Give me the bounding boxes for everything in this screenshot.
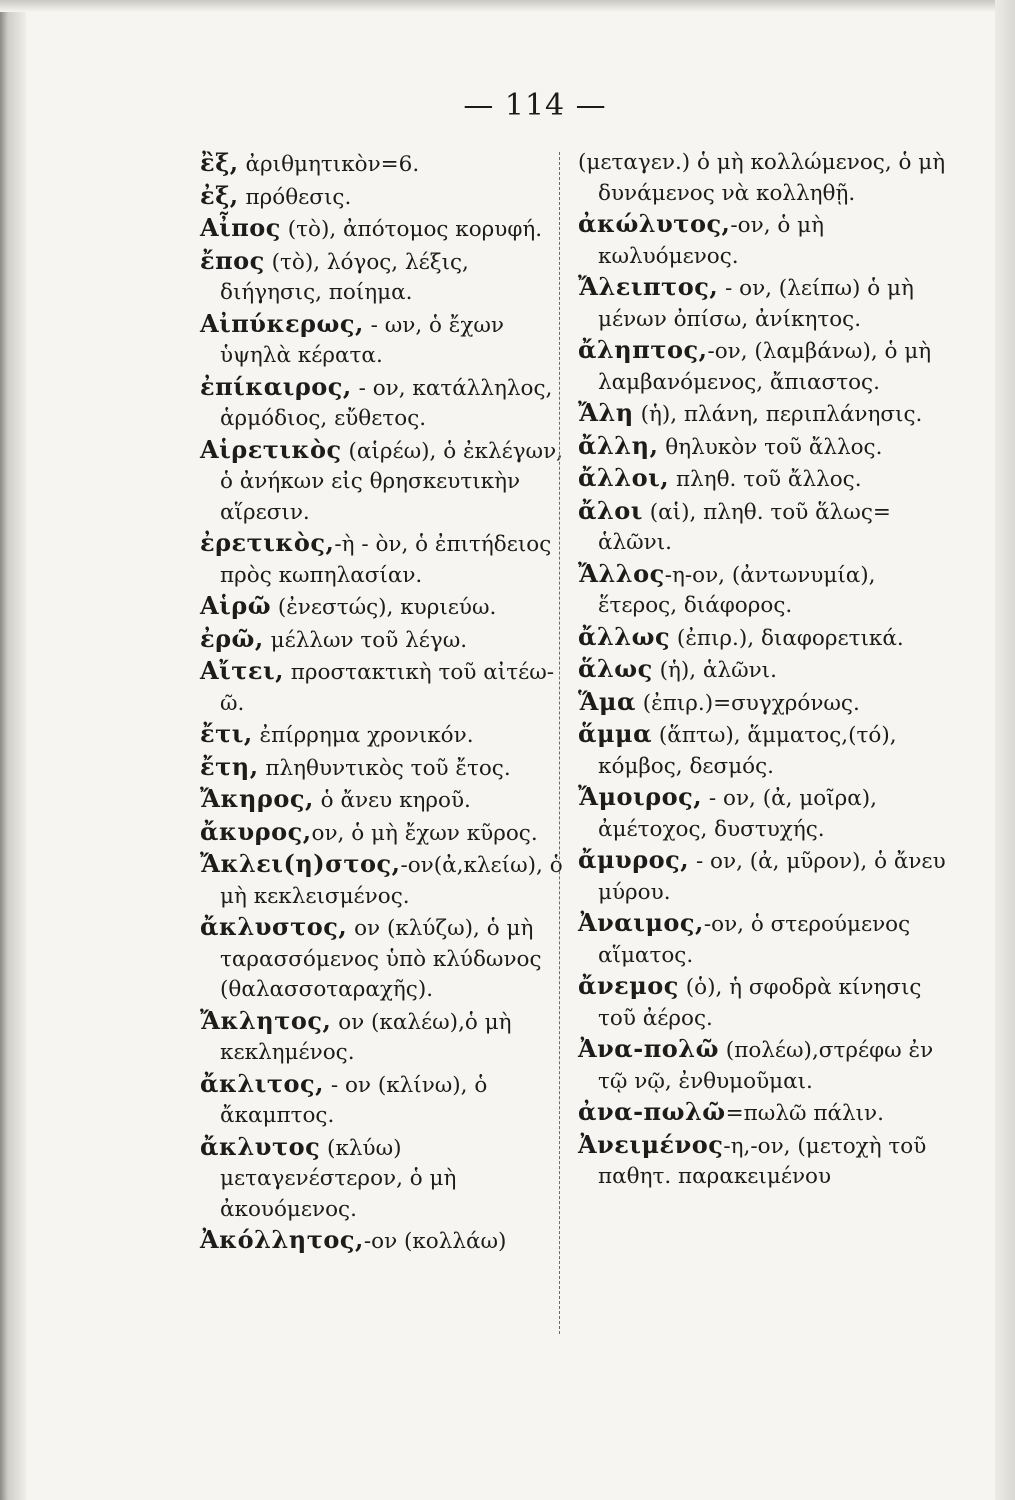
entry-headword: Ἄκλει(η)στος,: [200, 849, 401, 878]
entry-definition: ὁ ἄνευ κηροῦ.: [313, 788, 471, 813]
entry-headword: Ἄκλητος,: [200, 1005, 332, 1035]
dictionary-entry: [578, 622, 950, 655]
entry-definition: - ον, κατάλληλος, ἁρμόδιος, εὔθετος.: [220, 375, 553, 431]
dictionary-entry: [578, 1097, 950, 1130]
entry-definition: (τὸ), λόγος, λέξις, διήγησις, ποίημα.: [220, 249, 469, 305]
dictionary-entry: [200, 1225, 572, 1258]
entry-headword: ἄλλως: [578, 621, 671, 651]
dictionary-entry: [200, 719, 572, 752]
right-column: [578, 148, 950, 1193]
entry-definition: (κλύω) μεταγενέστερον, ὁ μὴ ἀκουόμενος.: [220, 1135, 457, 1222]
entry-definition: -ον (κολλάω): [363, 1229, 507, 1254]
dictionary-entry: [200, 752, 572, 785]
entry-headword: ἔτι,: [200, 719, 253, 748]
dictionary-entry: [200, 784, 572, 817]
dictionary-entry: [200, 435, 572, 529]
entry-definition: (μεταγεν.) ὁ μὴ κολλώμενος, ὁ μὴ δυνάμενος νὰ κολληθῇ.: [578, 150, 946, 206]
dictionary-entry: [578, 272, 950, 335]
entry-definition: ἐπίρρημα χρονικόν.: [252, 723, 474, 748]
entry-definition: -η,-ον, (μετοχὴ τοῦ παθητ. παρακειμένου: [598, 1133, 927, 1189]
dictionary-entry: [200, 246, 572, 309]
entry-definition: (ἡ), πλάνη, περιπλάνησις.: [633, 402, 923, 427]
dictionary-entry: [578, 908, 950, 971]
entry-definition: -ον, (λαμβάνω), ὁ μὴ λαμβανόμενος, ἄπιαστος.: [598, 339, 932, 395]
entry-headword: Αἰπύκερως,: [200, 308, 364, 338]
entry-definition: (ἐνεστώς), κυριεύω.: [271, 595, 497, 620]
entry-definition: -η-ον, (ἀντωνυμία), ἕτερος, διάφορος.: [598, 562, 876, 618]
dictionary-entry: [578, 845, 950, 908]
dictionary-entry: [200, 213, 572, 246]
dictionary-entry: [578, 496, 950, 559]
entry-definition: μέλλων τοῦ λέγω.: [263, 627, 468, 653]
entry-headword: Ἀνειμένος: [578, 1129, 724, 1159]
dictionary-entry: [578, 463, 950, 496]
dictionary-entry: [578, 719, 950, 782]
entry-headword: Αἶπος: [200, 213, 281, 242]
entry-headword: Ἀναιμος,: [578, 908, 704, 937]
entry-definition: - ον, (λείπω) ὁ μὴ μένων ὀπίσω, ἀνίκητος.: [598, 276, 914, 332]
entry-definition: - ων, ὁ ἔχων ὑψηλὰ κέρατα.: [220, 312, 504, 368]
dictionary-entry: [200, 849, 572, 912]
dictionary-entry: [578, 335, 950, 398]
dictionary-entry: [578, 431, 950, 464]
dictionary-entry: [578, 654, 950, 687]
dictionary-entry: [578, 1034, 950, 1097]
entry-headword: ἔτη,: [200, 751, 259, 781]
column-divider: [559, 152, 560, 1334]
dictionary-entry: [200, 528, 572, 591]
dictionary-entry: [200, 656, 572, 719]
entry-definition: -ον, ὁ μὴ κωλυόμενος.: [598, 213, 825, 269]
page-right-edge: [995, 0, 1015, 1500]
dictionary-entry: [578, 971, 950, 1034]
page-number: — 114 —: [463, 88, 607, 123]
dictionary-entry: [200, 591, 572, 624]
entry-headword: ἄκλυτος: [200, 1131, 321, 1161]
entry-definition: (αἱ), πληθ. τοῦ ἅλως= ἁλῶνι.: [598, 499, 891, 555]
entry-headword: Ἄμοιρος,: [578, 782, 703, 811]
entry-headword: ἅλως: [578, 654, 653, 683]
dictionary-entry: [200, 181, 572, 214]
entry-headword: ἄκλιτος,: [200, 1068, 325, 1098]
entry-definition: (ἡ), ἁλῶνι.: [652, 658, 777, 683]
entry-definition: ἀριθμητικὸν=6.: [238, 152, 420, 177]
entry-definition: (ἐπιρ.)=συγχρόνως.: [635, 690, 860, 716]
entry-definition: πληθ. τοῦ ἄλλος.: [669, 467, 862, 492]
entry-definition: προστακτικὴ τοῦ αἰτέω-ῶ.: [220, 660, 555, 716]
dictionary-entry: [200, 148, 572, 181]
entry-definition: ον (κλύζω), ὁ μὴ ταρασσόμενος ὑπὸ κλύδωνος (θαλασσοταραχῆς).: [220, 916, 542, 1002]
dictionary-entry: [200, 1132, 572, 1226]
entry-headword: ἀνα-πωλῶ: [578, 1097, 726, 1126]
entry-definition: ον (καλέω),ὁ μὴ κεκλημένος.: [220, 1009, 512, 1065]
dictionary-entry: [200, 624, 572, 657]
entry-headword: ἐξ,: [200, 180, 239, 210]
left-column: [200, 148, 572, 1258]
dictionary-entry: [200, 1069, 572, 1132]
entry-headword: ἄλοι: [578, 495, 643, 525]
entry-definition: (ἅπτω), ἅμματος,(τό), κόμβος, δεσμός.: [598, 723, 897, 779]
entry-headword: ἅμμα: [578, 719, 653, 748]
entry-headword: Ἅμα: [578, 686, 636, 716]
entry-headword: Ἄλη: [578, 398, 634, 427]
entry-headword: Ἄκηρος,: [200, 784, 314, 813]
entry-headword: Ἀνα-πολῶ: [578, 1034, 719, 1063]
entry-definition: (αἱρέω), ὁ ἐκλέγων, ὁ ἀνήκων εἰς θρησκευτικὴν αἵρεσιν.: [220, 438, 563, 525]
dictionary-entry: [578, 148, 950, 209]
entry-headword: ἄλλοι,: [578, 463, 670, 492]
entry-headword: ἐπίκαιρος,: [200, 371, 352, 401]
entry-definition: πρόθεσις.: [238, 184, 352, 210]
entry-definition: (τὸ), ἀπότομος κορυφή.: [280, 217, 543, 242]
entry-headword: ἄληπτος,: [578, 335, 708, 364]
entry-headword: Ἀκόλλητος,: [200, 1225, 364, 1254]
entry-headword: ἄκυρος,: [200, 816, 312, 846]
page-top-edge: [0, 0, 1015, 12]
entry-definition: (ὁ), ἡ σφοδρὰ κίνησις τοῦ ἀέρος.: [598, 975, 922, 1031]
entry-definition: =πωλῶ πάλιν.: [725, 1101, 884, 1126]
entry-definition: -ον, ὁ στερούμενος αἵματος.: [598, 912, 911, 968]
dictionary-entry: [200, 1006, 572, 1069]
dictionary-entry: [578, 782, 950, 845]
entry-headword: ἒξ,: [200, 148, 239, 177]
entry-headword: Αἴτει,: [200, 656, 284, 685]
dictionary-entry: [578, 398, 950, 431]
entry-definition: (πολέω),στρέφω ἐν τῷ νῷ, ἐνθυμοῦμαι.: [598, 1038, 934, 1094]
entry-headword: ἀκώλυτος,: [578, 209, 731, 238]
entry-headword: ἄκλυστος,: [200, 912, 348, 941]
entry-headword: ἐρῶ,: [200, 623, 264, 653]
entry-headword: ἄλλη,: [578, 430, 659, 460]
entry-definition: πληθυντικὸς τοῦ ἔτος.: [258, 755, 511, 781]
dictionary-entry: [578, 687, 950, 720]
entry-definition: -ὴ - ὸν, ὁ ἐπιτήδειος πρὸς κωπηλασίαν.: [220, 532, 552, 588]
entry-definition: θηλυκὸν τοῦ ἄλλος.: [658, 434, 883, 460]
dictionary-entry: [578, 1130, 950, 1193]
entry-headword: ἄνεμος: [578, 971, 679, 1000]
entry-definition: - ον (κλίνω), ὁ ἄκαμπτος.: [220, 1072, 488, 1128]
page-edge-shadow: [0, 0, 26, 1500]
entry-headword: Ἄλειπτος,: [578, 272, 719, 301]
dictionary-entry: [200, 817, 572, 850]
entry-definition: (ἐπιρ.), διαφορετικά.: [670, 625, 904, 651]
entry-headword: Αἱρετικὸς: [200, 434, 342, 464]
dictionary-entry: [200, 912, 572, 1006]
entry-definition: ον, ὁ μὴ ἔχων κῦρος.: [311, 820, 538, 846]
entry-headword: Αἱρῶ: [200, 591, 272, 620]
entry-headword: Ἄλλος: [578, 558, 665, 588]
entry-headword: ἐρετικὸς,: [200, 528, 335, 557]
entry-definition: - ον, (ἀ, μῦρον), ὁ ἄνευ μύρου.: [598, 849, 946, 905]
dictionary-entry: [578, 559, 950, 622]
entry-definition: -ον(ἀ,κλείω), ὁ μὴ κεκλεισμένος.: [220, 853, 563, 909]
entry-headword: ἄμυρος,: [578, 845, 690, 874]
dictionary-entry: [578, 209, 950, 272]
dictionary-entry: [200, 309, 572, 372]
entry-headword: ἔπος: [200, 245, 265, 275]
entry-definition: - ον, (ἀ, μοῖρα), ἀμέτοχος, δυστυχής.: [598, 786, 878, 842]
dictionary-entry: [200, 372, 572, 435]
